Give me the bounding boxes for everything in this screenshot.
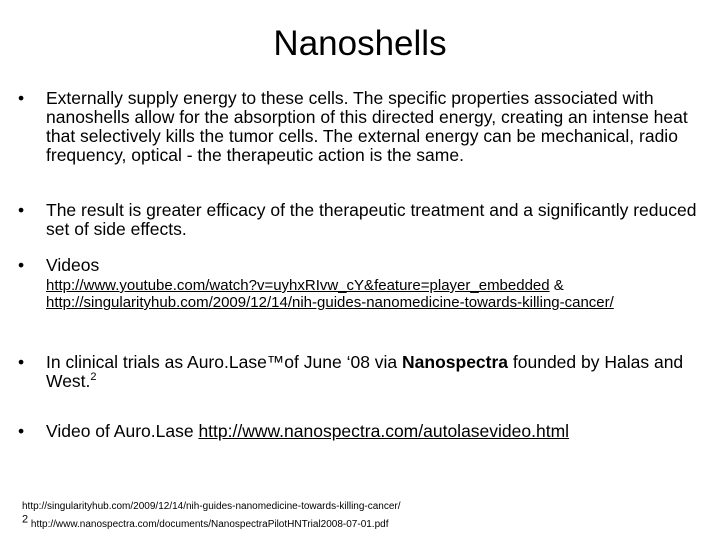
bullet-clinical-trials: [18, 353, 708, 391]
bullet-dot: •: [18, 352, 25, 372]
nanospectra-bold: Nanospectra: [402, 352, 509, 372]
videos-links: [46, 277, 708, 311]
bullet-text: The result is greater efficacy of the therapeutic treatment and a significantly reduced set of side effects.: [46, 200, 697, 239]
bullet-text: [46, 353, 708, 391]
clinical-trials-text-end: founded by Halas and West.: [46, 352, 684, 391]
bullet-dot: •: [18, 88, 25, 108]
youtube-video-link[interactable]: http://www.youtube.com/watch?v=uyhxRIvw_cY&feature=player_embedded: [46, 277, 550, 294]
nanospectra-video-link[interactable]: http://www.nanospectra.com/autolasevideo.html: [198, 421, 570, 441]
footnote-2-marker: 2: [22, 513, 29, 526]
footnote-1: http://singularityhub.com/2009/12/14/nih-guides-nanomedicine-towards-killing-cancer/: [22, 501, 401, 512]
slide-title: Nanoshells: [273, 24, 447, 63]
footnote-ref-2: 2: [90, 371, 97, 384]
bullet-autolase-video: [18, 422, 708, 441]
footnote-2-text: http://www.nanospectra.com/documents/NanospectraPilotHNTrial2008-07-01.pdf: [28, 519, 389, 530]
bullet-external-energy: [18, 89, 708, 165]
clinical-trials-text: In clinical trials as Auro.Lase™of June ‘08 via: [46, 352, 403, 372]
bullet-dot: •: [18, 421, 25, 441]
bullet-text: [46, 256, 708, 311]
bullet-videos: [18, 256, 708, 311]
bullet-text: Externally supply energy to these cells. The specific properties associated with nanoshells allow for the absorption of this directed energy, creating an intense heat that selectively kills the tumor cells. The external energy can be mechanical, radio frequency, optical - the therapeutic action is the same.: [46, 88, 688, 165]
footnotes: [22, 498, 702, 534]
bullet-dot: •: [18, 200, 25, 220]
bullet-dot: •: [18, 255, 25, 275]
bullet-efficacy: [18, 201, 708, 239]
singularityhub-link[interactable]: http://singularityhub.com/2009/12/14/nih-guides-nanomedicine-towards-killing-cancer/: [46, 294, 614, 311]
bullet-text: [46, 422, 708, 441]
videos-label: Videos: [46, 255, 100, 275]
ampersand: &: [549, 277, 564, 294]
autolase-video-label: Video of Auro.Lase: [46, 421, 199, 441]
footnote-2: [22, 513, 702, 534]
